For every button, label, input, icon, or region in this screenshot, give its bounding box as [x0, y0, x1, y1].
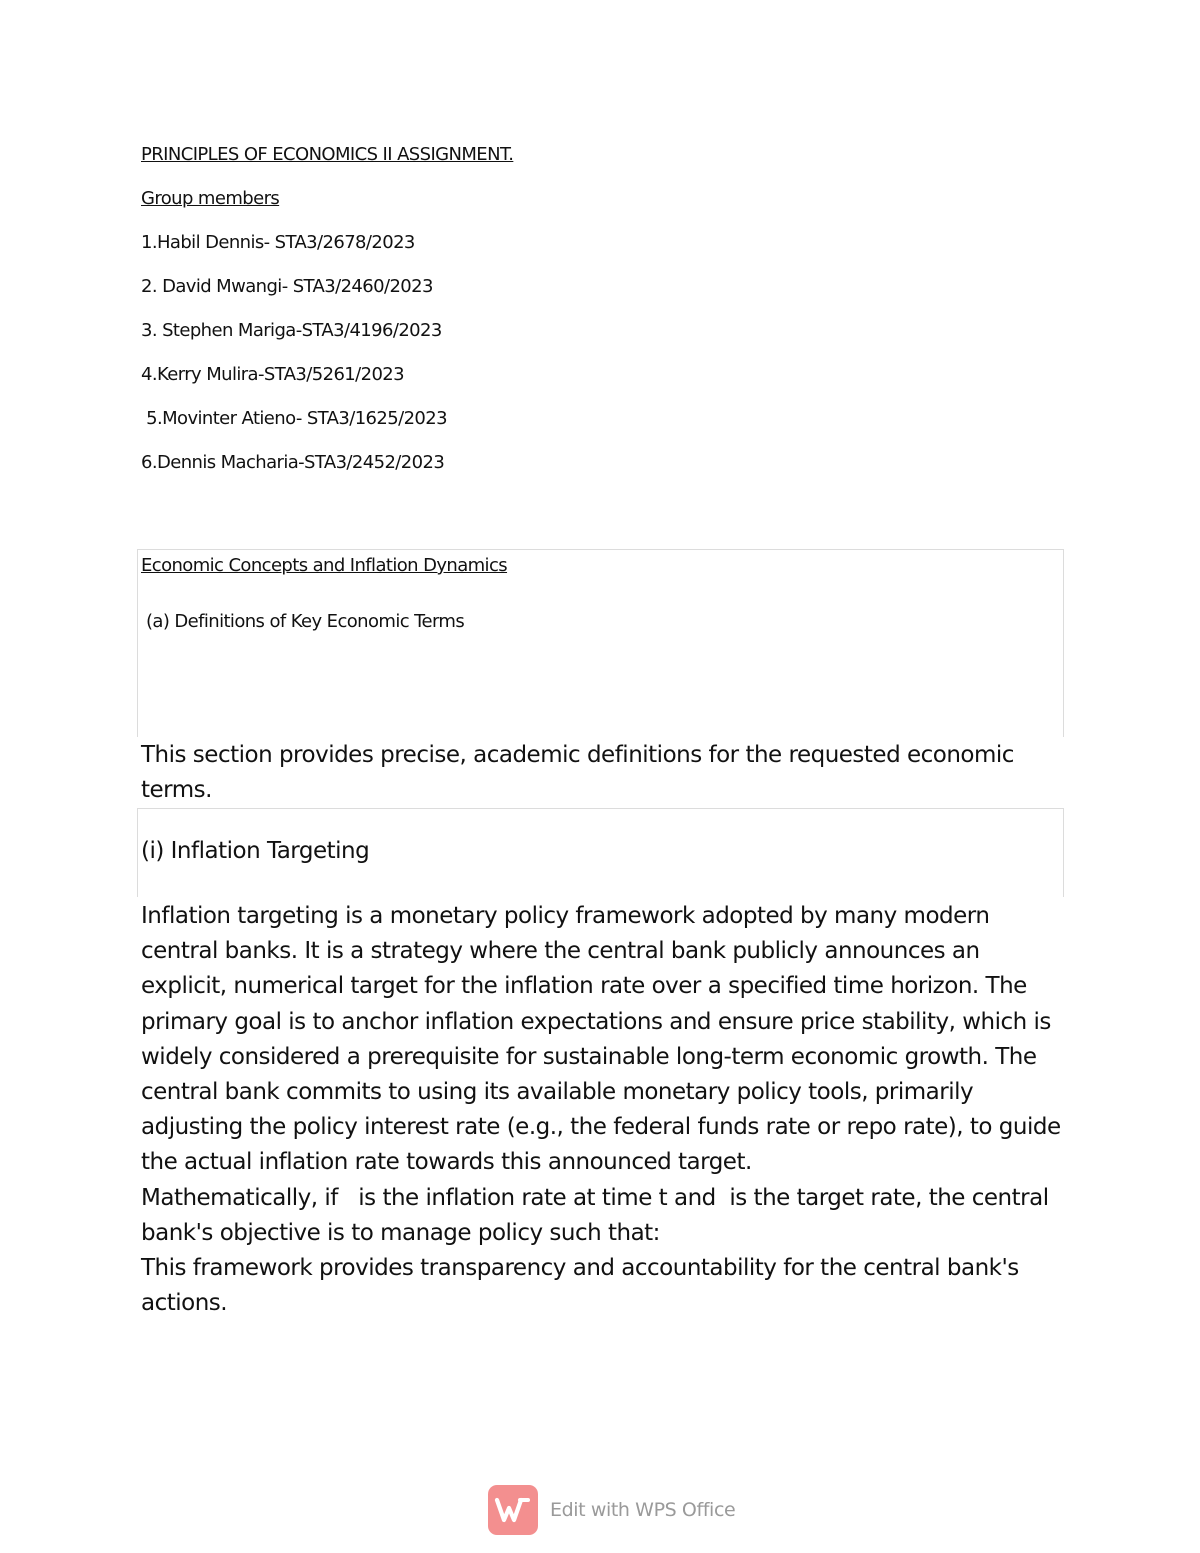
member-item: 5.Movinter Atieno- STA3/1625/2023	[141, 408, 447, 429]
section-heading: Economic Concepts and Inflation Dynamics	[141, 555, 508, 576]
document-title: PRINCIPLES OF ECONOMICS II ASSIGNMENT.	[141, 144, 514, 165]
body-paragraph	[141, 899, 1066, 1321]
wps-office-logo-icon	[488, 1485, 538, 1535]
wps-footer[interactable]	[488, 1484, 735, 1536]
member-item: 3. Stephen Mariga-STA3/4196/2023	[141, 320, 442, 341]
body-paragraph-1: Inflation targeting is a monetary policy framework adopted by many modern central banks. It is a strategy where the central bank publicly announces an explicit, numerical target for the inflation rate over a specified time horizon. The primary goal is to anchor inflation expectations and ensure price stability, which is widely considered a prerequisite for sustainable long-term economic growth. The central bank commits to using its available monetary policy tools, primarily adjusting the policy interest rate (e.g., the federal funds rate or repo rate), to guide the actual inflation rate towards this announced target.	[141, 903, 1061, 1176]
body-paragraph-3: This framework provides transparency and accountability for the central bank's actions.	[141, 1255, 1019, 1317]
wps-footer-label: Edit with WPS Office	[550, 1499, 736, 1521]
intro-paragraph: This section provides precise, academic definitions for the requested economic terms.	[141, 742, 1014, 804]
member-item: 4.Kerry Mulira-STA3/5261/2023	[141, 364, 405, 385]
section-subheading: (a) Definitions of Key Economic Terms	[146, 611, 465, 632]
body-paragraph-2: Mathematically, if is the inflation rate at time t and is the target rate, the central bank's objective is to manage policy such that:	[141, 1184, 1056, 1246]
member-item: 1.Habil Dennis- STA3/2678/2023	[141, 232, 415, 253]
term-heading: (i) Inflation Targeting	[141, 838, 370, 864]
member-item: 6.Dennis Macharia-STA3/2452/2023	[141, 452, 445, 473]
member-item: 2. David Mwangi- STA3/2460/2023	[141, 276, 433, 297]
group-members-heading: Group members	[141, 188, 280, 209]
